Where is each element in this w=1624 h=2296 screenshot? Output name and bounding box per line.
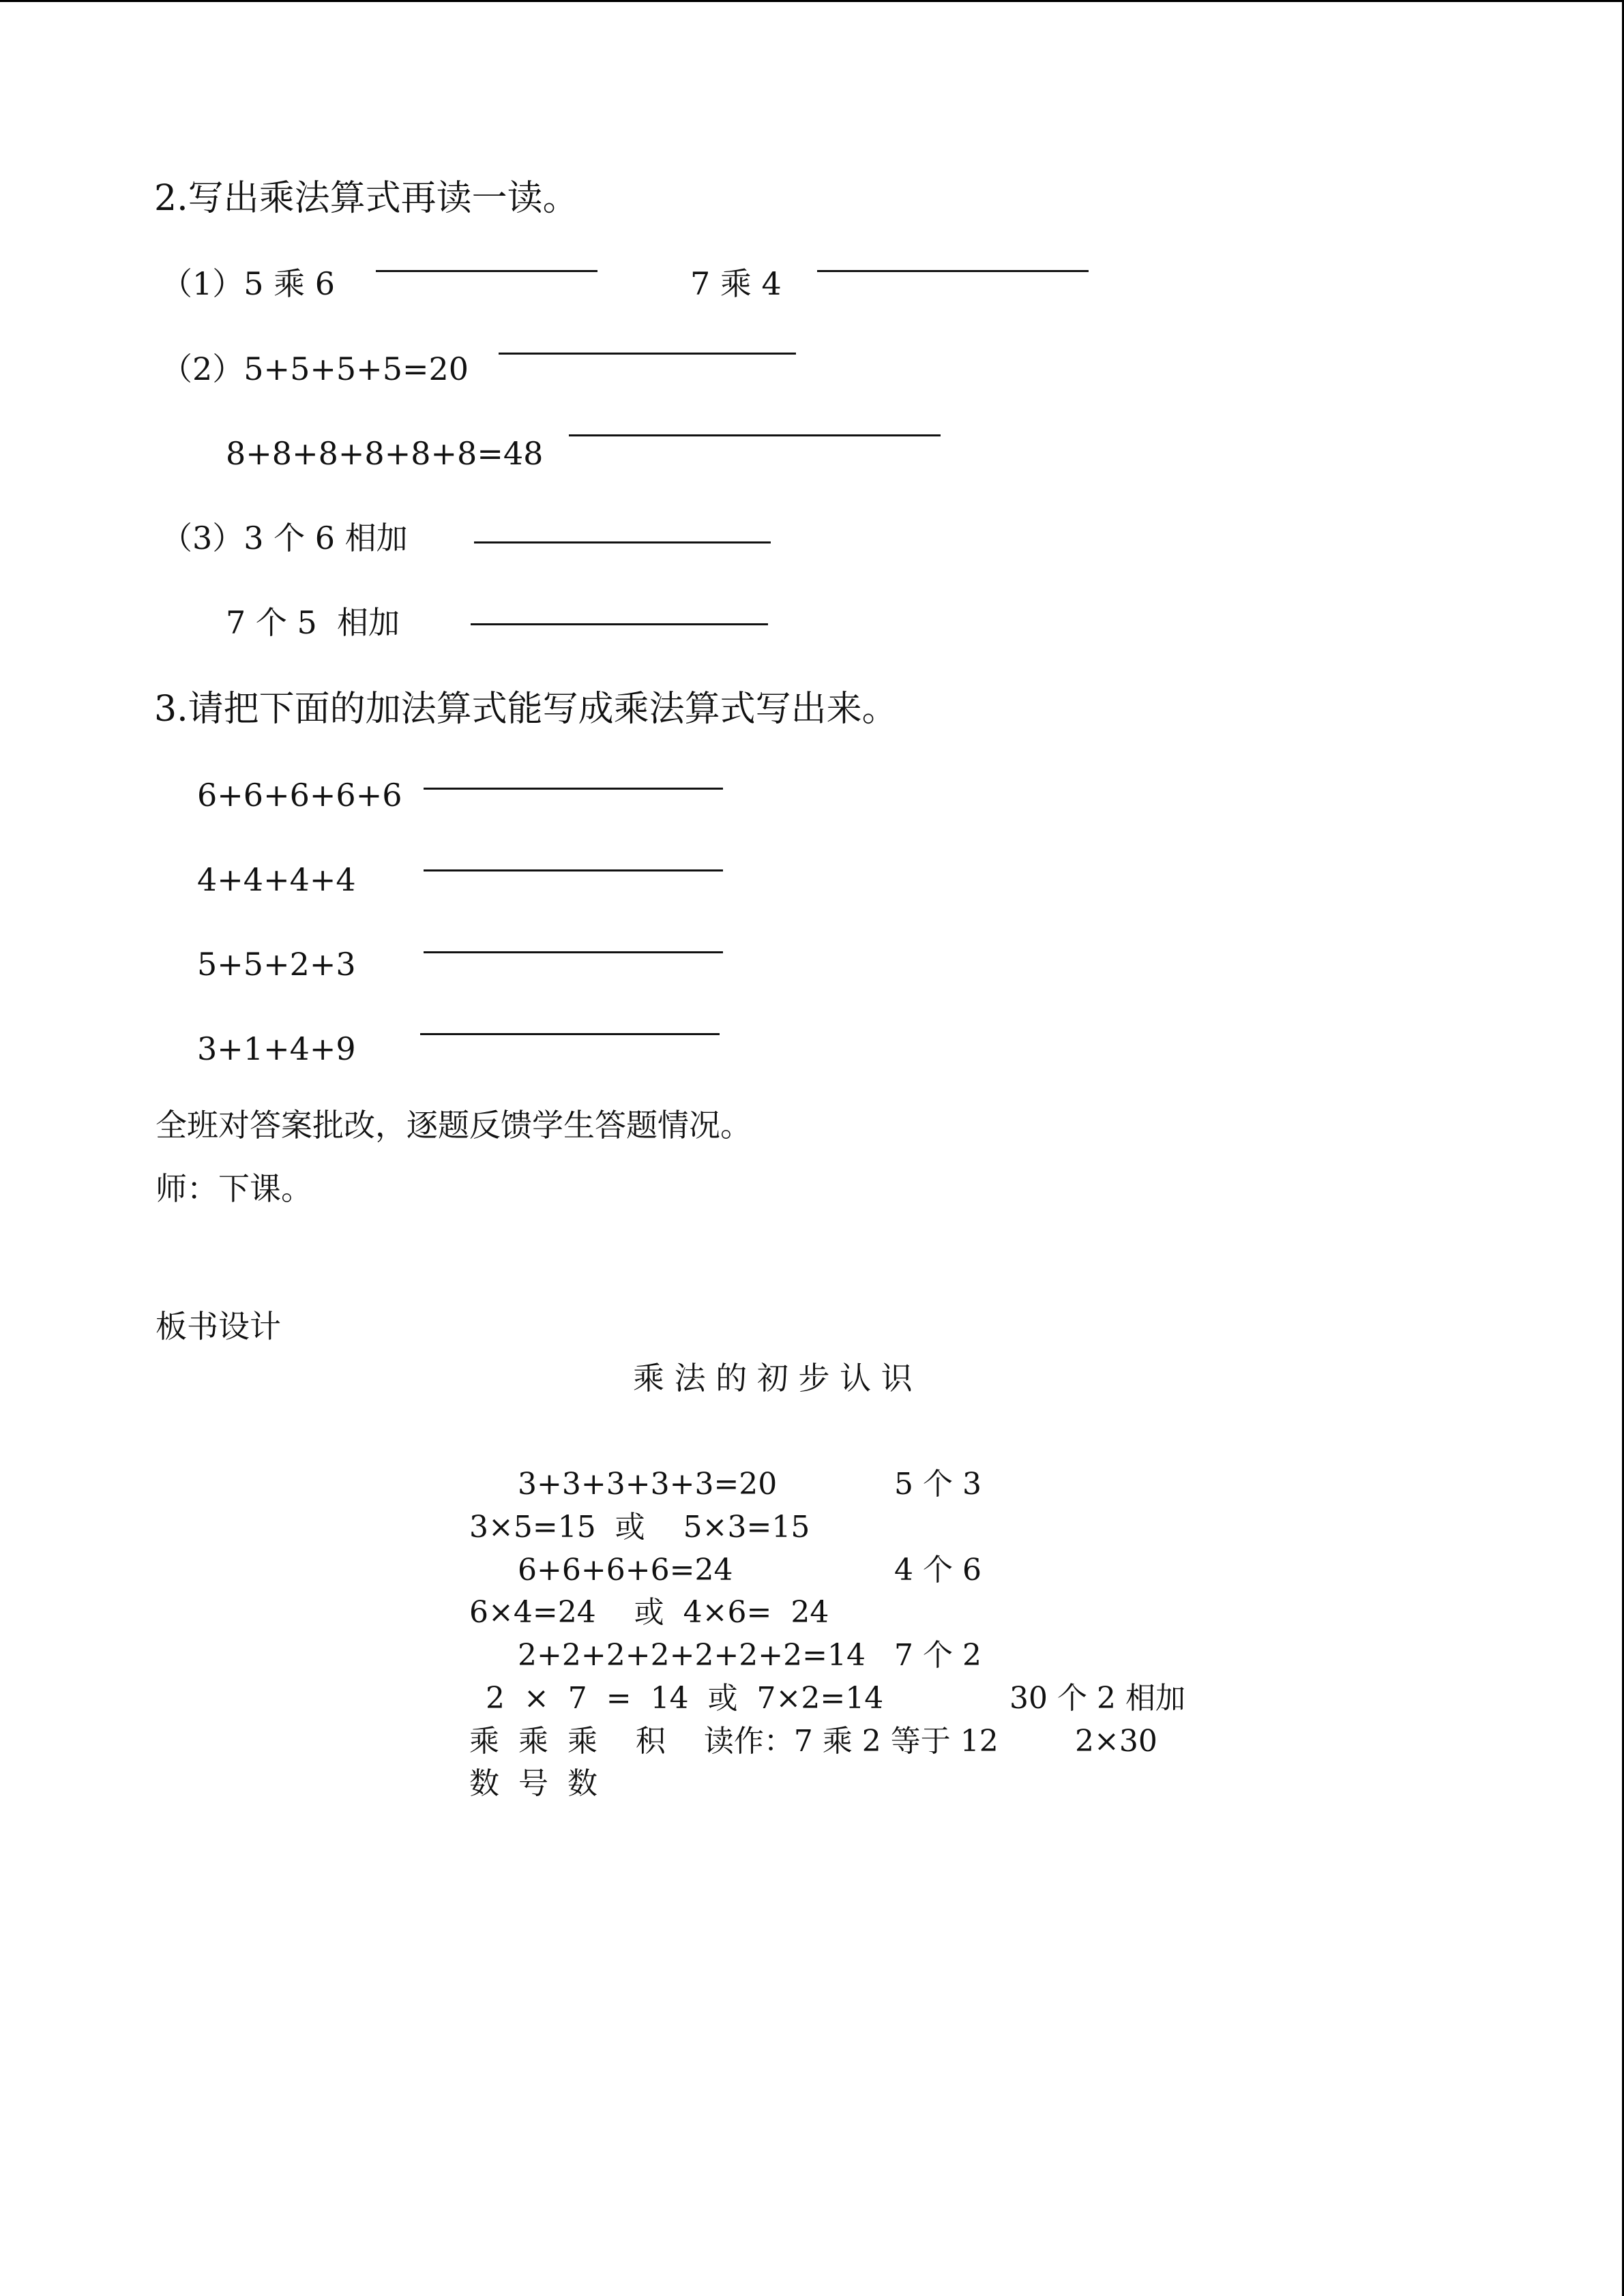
- section3-item-1: 6+6+6+6+6: [197, 777, 402, 814]
- board-row1-left: 3+3+3+3+3=20: [518, 1467, 778, 1502]
- page-border-top: [0, 0, 1624, 2]
- answer-line-s3-3[interactable]: [424, 951, 723, 953]
- board-row2-left: 3×5=15 或 5×3=15: [469, 1510, 810, 1545]
- answer-line-1b[interactable]: [817, 270, 1089, 272]
- board-row6-left: 2 × 7 = 14 或 7×2=14: [486, 1681, 884, 1716]
- section3-item-2: 4+4+4+4: [197, 861, 356, 898]
- answer-line-1a[interactable]: [376, 270, 597, 272]
- board-row7-left: 乘 乘 乘 积 读作：7 乘 2 等于 12: [469, 1724, 999, 1759]
- board-label: 板书设计: [156, 1308, 281, 1345]
- section2-item3b: 7 个 5 相加: [226, 604, 400, 641]
- section3-title: 3.请把下面的加法算式能写成乘法算式写出来。: [154, 689, 898, 730]
- section2-item1a: （1）5 乘 6: [161, 265, 336, 302]
- section2-item1b: 7 乘 4: [690, 265, 782, 302]
- board-row4-left: 6×4=24 或 4×6= 24: [469, 1595, 829, 1630]
- board-row3-left: 6+6+6+6=24: [518, 1553, 733, 1587]
- board-row6-right: 30 个 2 相加: [1009, 1681, 1185, 1716]
- section3-item-4: 3+1+4+9: [197, 1030, 356, 1067]
- board-title: 乘 法 的 初 步 认 识: [633, 1360, 913, 1397]
- board-row7-right: 2×30: [1075, 1724, 1157, 1759]
- board-row8-left: 数 号 数: [469, 1766, 597, 1801]
- dismiss-note: 师：下课。: [156, 1170, 312, 1207]
- answer-line-3b[interactable]: [471, 623, 768, 625]
- board-row1-right: 5 个 3: [894, 1467, 981, 1502]
- answer-line-s3-2[interactable]: [424, 869, 723, 871]
- answer-line-s3-1[interactable]: [424, 788, 723, 790]
- review-note: 全班对答案批改，逐题反馈学生答题情况。: [156, 1107, 752, 1144]
- answer-line-2b[interactable]: [569, 434, 941, 436]
- answer-line-3a[interactable]: [474, 541, 771, 543]
- section3-item-3: 5+5+2+3: [197, 946, 356, 983]
- answer-line-s3-4[interactable]: [420, 1033, 720, 1035]
- section2-item2a: （2）5+5+5+5=20: [161, 351, 469, 387]
- section2-title: 2.写出乘法算式再读一读。: [154, 178, 578, 219]
- answer-line-2a[interactable]: [499, 353, 796, 355]
- board-row3-right: 4 个 6: [894, 1553, 981, 1587]
- board-row5-left: 2+2+2+2+2+2+2=14: [518, 1638, 866, 1673]
- board-row5-right: 7 个 2: [894, 1638, 981, 1673]
- section2-item2b: 8+8+8+8+8+8=48: [226, 435, 544, 472]
- section2-item3a: （3）3 个 6 相加: [161, 520, 408, 556]
